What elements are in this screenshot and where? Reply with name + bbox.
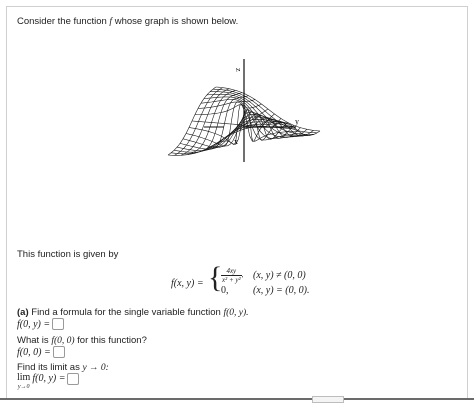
answer-row-2 — [17, 346, 65, 358]
part-a-text: Find a formula for the single variable function — [28, 307, 224, 318]
fraction-numerator: 4xy — [221, 267, 242, 276]
answer-input-limit[interactable] — [67, 373, 79, 385]
question-3 — [17, 362, 109, 373]
formula-lhs: f(x, y) = — [171, 278, 204, 289]
answer-2-expr: f(0, 0) = — [17, 346, 51, 358]
surface-graph — [154, 29, 327, 236]
limit-operator — [17, 373, 30, 390]
formula-case1-condition: (x, y) ≠ (0, 0) — [253, 270, 306, 281]
answer-row-3 — [17, 373, 79, 390]
answer-input-f0y[interactable] — [52, 318, 64, 330]
given-text: This function is given by — [17, 249, 119, 260]
answer-input-f00[interactable] — [53, 346, 65, 358]
mesh-line — [168, 87, 216, 155]
x-axis-label: x — [234, 137, 238, 146]
function-symbol: f — [109, 17, 113, 27]
q2-after: for this function? — [74, 335, 147, 346]
intro-before: Consider the function — [17, 16, 110, 27]
formula-case2-condition: (x, y) = (0, 0). — [253, 285, 310, 296]
part-a-prompt — [17, 307, 249, 318]
formula-fraction — [221, 267, 242, 284]
intro-text — [17, 16, 238, 27]
question-2 — [17, 335, 147, 346]
piecewise-formula — [171, 261, 321, 302]
intro-after: whose graph is shown below. — [112, 16, 239, 27]
answer-3-expr: f(0, y) = — [32, 373, 66, 384]
formula-case1 — [221, 267, 243, 284]
q2-expr: f(0, 0) — [51, 336, 75, 346]
q3-before: Find its limit as — [17, 362, 83, 373]
mesh-line — [188, 90, 236, 154]
q2-before: What is — [17, 335, 52, 346]
part-a-expr: f(0, y). — [223, 308, 249, 318]
q3-expr: y → 0: — [82, 363, 109, 373]
limit-subscript: y→0 — [17, 384, 30, 390]
limit-word: lim — [17, 372, 31, 383]
z-axis-label: z — [234, 68, 243, 72]
fraction-denominator: x² + y² — [222, 276, 241, 284]
fraction-comma: , — [241, 271, 244, 280]
bottom-divider — [0, 398, 474, 400]
surface-plot-svg — [154, 29, 327, 236]
bottom-tab[interactable] — [312, 396, 344, 403]
part-a-label: (a) — [17, 307, 29, 318]
y-axis-label: y — [295, 117, 299, 126]
answer-1-expr: f(0, y) = — [17, 318, 51, 330]
formula-brace: { — [208, 261, 223, 294]
answer-row-1 — [17, 318, 64, 330]
formula-case2-value: 0, — [221, 285, 229, 296]
